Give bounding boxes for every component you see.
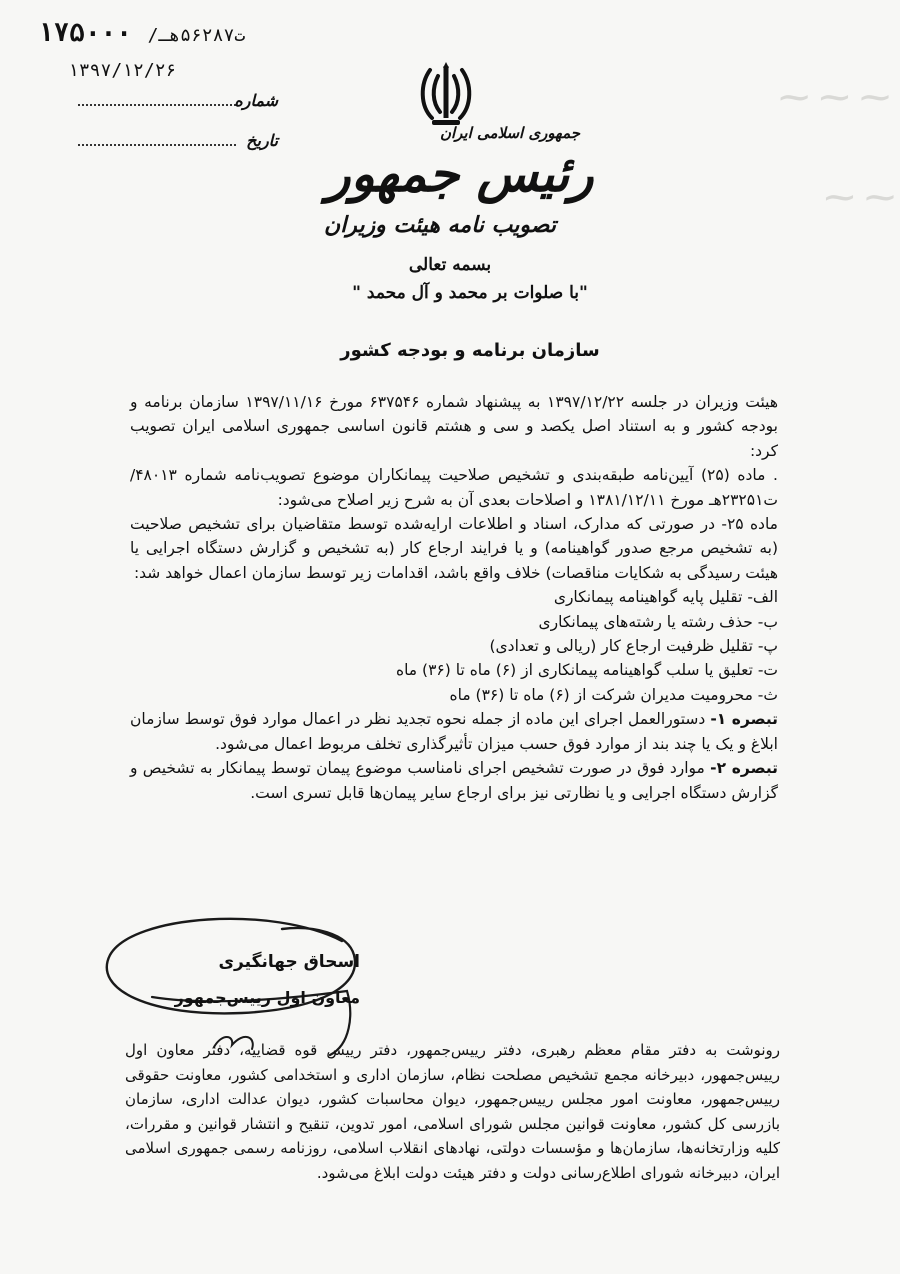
list-item: الف- تقلیل پایه گواهینامه پیمانکاری — [553, 588, 778, 607]
show-through-mark: ⁓ ⁓ ⁓ — [779, 80, 890, 115]
bismillah-line: بسمه تعالی — [408, 255, 492, 275]
copies-text: رونوشت به دفتر مقام معظم رهبری، دفتر رییس‌جمهور، دفتر رییس قوه قضاییه، دفتر معاون اول رییس‌جمهور، دبیرخانه مجمع تشخیص مصلحت نظام، سازمان اداری و استخدامی کشور، معاونت حقوقی رییس‌جمهور، معاونت امور مجلس رییس‌جمهور، دیوان محاسبات کشور، دیوان عدالت اداری، سازمان بازرسی کل کشور، معاونت قوانین مجلس شورای اسلامی، امور تدوین، تنقیح و انتشار قوانین و مقررات، کلیه وزارتخانه‌ها، سازمان‌ها و مؤسسات دولتی، نهادهای انقلاب اسلامی، روزنامه رسمی جمهوری اسلامی ایران، دبیرخانه شورای اطلاع‌رسانی دولت و دفتر هیئت دولت ابلاغ می‌شود. — [125, 1041, 780, 1182]
list-item: ت- تعلیق یا سلب گواهینامه پیمانکاری از (۶) ماه تا (۳۶) ماه — [395, 661, 778, 680]
list-item: پ- تقلیل ظرفیت ارجاع کار (ریالی و تعدادی) — [489, 637, 778, 656]
registration-number — [38, 18, 298, 48]
registration-date: ۱۳۹۷/۱۲/۲۶ — [68, 60, 177, 81]
intro-paragraph: هیئت وزیران در جلسه ۱۳۹۷/۱۲/۲۲ به پیشنهاد شماره ۶۳۷۵۴۶ مورخ ۱۳۹۷/۱۱/۱۶ سازمان برنامه و بودجه کشور و به استناد اصل یکصد و سی و هشتم قانون اساسی جمهوری اسلامی ایران تصویب کرد: — [130, 393, 779, 460]
decree-body — [130, 390, 778, 805]
note-2-label: تبصره ۲- — [710, 759, 778, 778]
recipient-heading: سازمان برنامه و بودجه کشور — [340, 340, 600, 361]
note-2-paragraph — [130, 756, 778, 805]
list-item: ب- حذف رشته یا رشته‌های پیمانکاری — [538, 612, 778, 631]
cabinet-approval-heading: تصویب نامه هیئت وزیران — [324, 212, 556, 238]
president-heading: رئیس جمهور — [326, 144, 594, 203]
copies-paragraph — [125, 1038, 780, 1186]
registration-number-main: ۱۷۵۰۰۰ — [38, 18, 132, 48]
note-2-text: موارد فوق در صورت تشخیص اجرای نامناسب موضوع پیمان توسط پیمانکار به تشخیص و گزارش دستگاه اجرایی و یا نظارتی نیز برای ارجاع سایر پیمان‌ها قابل تسری است. — [130, 759, 778, 802]
article-paragraph: ماده ۲۵- در صورتی که مدارک، اسناد و اطلاعات ارایه‌شده توسط متقاضیان برای تشخیص صلاحیت (به تشخیص مرجع صدور گواهینامه) و یا فرایند ارجاع کار (به تشخیص و گزارش دستگاه اجرایی یا هیئت رسیدگی به شکایات مناقصات) خلاف واقع باشد، اقدامات زیر توسط سازمان اعمال خواهد شد: — [130, 515, 778, 582]
signatory-name: اسحاق جهانگیری — [218, 952, 360, 972]
number-field — [78, 90, 278, 110]
number-field-label: شماره — [234, 91, 278, 110]
dotted-line — [78, 104, 236, 106]
salavat-line: "با صلوات بر محمد و آل محمد " — [352, 283, 588, 303]
registration-block — [38, 18, 298, 150]
republic-heading: جمهوری اسلامی ایران — [439, 124, 581, 142]
registration-number-suffix: /ت۵۶۲۸۷هـ — [147, 25, 246, 46]
emblem-icon — [418, 62, 474, 128]
note-1-paragraph — [130, 707, 778, 756]
show-through-mark: ⁓ ⁓ — [824, 180, 895, 215]
list-item: ث- محرومیت مدیران شرکت از (۶) ماه تا (۳۶) ماه — [449, 685, 778, 704]
note-1-text: دستورالعمل اجرای این ماده از جمله نحوه تجدید نظر در اعمال موارد فوق توسط سازمان ابلاغ و یک یا چند بند از موارد فوق حسب میزان تأثیرگذاری تخلف مربوط اعمال می‌شود. — [130, 710, 778, 753]
signatory-title: معاون اول رییس‌جمهور — [174, 988, 360, 1007]
note-1-label: تبصره ۱- — [710, 710, 779, 729]
date-field-label: تاریخ — [246, 131, 278, 150]
amendment-paragraph: . ماده (۲۵) آیین‌نامه طبقه‌بندی و تشخیص صلاحیت پیمانکاران موضوع تصویب‌نامه شماره ۴۸۰۱۳/ت۲۳۲۵۱هـ مورخ ۱۳۸۱/۱۲/۱۱ و اصلاحات بعدی آن به شرح زیر اصلاح می‌شود: — [130, 466, 778, 509]
